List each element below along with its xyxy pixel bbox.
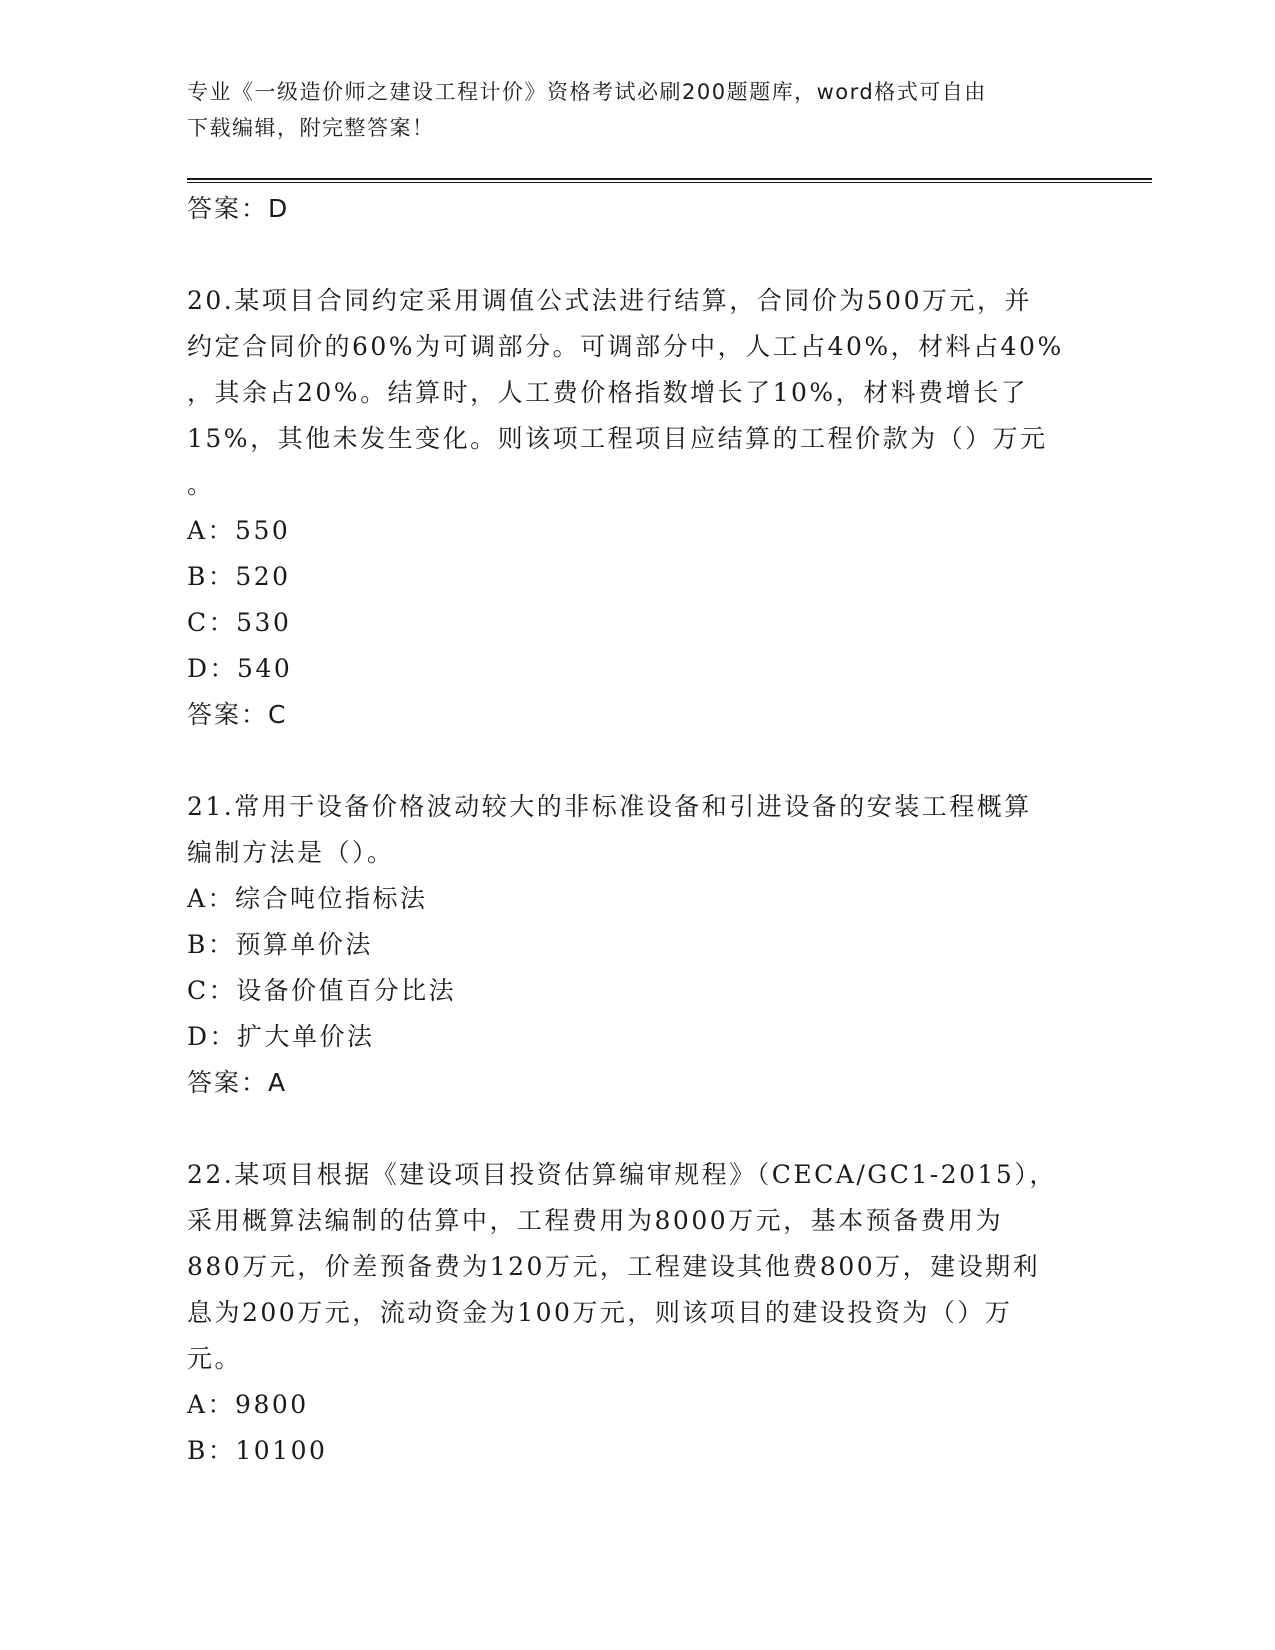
question-22: [187, 1152, 1087, 1474]
question-text-line: ，其余占20%。结算时，人工费价格指数增长了10%，材料费增长了: [187, 378, 1029, 407]
option-a: A：9800: [187, 1390, 309, 1419]
question-answer: [187, 1060, 1087, 1106]
question-text-line: 。: [187, 470, 215, 499]
spacer: [187, 232, 1087, 278]
question-text-line: 息为200万元，流动资金为100万元，则该项目的建设投资为（）万: [187, 1298, 1013, 1327]
answer-label: 答案：: [187, 700, 269, 729]
page-header: [187, 74, 1067, 146]
question-text-line: 21.常用于设备价格波动较大的非标准设备和引进设备的安装工程概算: [187, 792, 1032, 821]
question-text-line: 15%，其他未发生变化。则该项工程项目应结算的工程价款为（）万元: [187, 424, 1048, 453]
option-a: A：550: [187, 516, 291, 545]
question-text-line: 880万元，价差预备费为120万元，工程建设其他费800万，建设期利: [187, 1252, 1041, 1281]
option-a: A：综合吨位指标法: [187, 884, 428, 913]
question-text-line: 22.某项目根据《建设项目投资估算编审规程》（CECA/GC1-2015），: [187, 1160, 1057, 1189]
previous-answer: [187, 186, 1087, 232]
option-c: C：530: [187, 608, 292, 637]
header-title-line-1: 专业《一级造价师之建设工程计价》资格考试必刷200题题库，word格式可自由: [187, 80, 987, 104]
question-21: [187, 784, 1087, 1106]
spacer: [187, 738, 1087, 784]
answer-label: 答案：: [187, 1068, 269, 1097]
option-b: B：520: [187, 562, 291, 591]
spacer: [187, 1106, 1087, 1152]
question-text-line: 编制方法是（）。: [187, 838, 395, 867]
option-d: D：540: [187, 654, 293, 683]
question-text-line: 元。: [187, 1344, 243, 1373]
option-b: B：10100: [187, 1436, 328, 1465]
option-c: C：设备价值百分比法: [187, 976, 457, 1005]
answer-label: 答案：: [187, 194, 269, 223]
question-text-line: 约定合同价的60%为可调部分。可调部分中，人工占40%，材料占40%: [187, 332, 1064, 361]
header-title-line-2: 下载编辑，附完整答案！: [187, 116, 435, 140]
option-b: B：预算单价法: [187, 930, 373, 959]
option-d: D：扩大单价法: [187, 1022, 375, 1051]
question-text-line: 20.某项目合同约定采用调值公式法进行结算，合同价为500万元，并: [187, 286, 1032, 315]
question-20: [187, 278, 1087, 738]
question-answer: [187, 692, 1087, 738]
question-text-line: 采用概算法编制的估算中，工程费用为8000万元，基本预备费用为: [187, 1206, 1004, 1235]
header-divider: [187, 178, 1152, 183]
answer-value: A: [268, 1068, 288, 1097]
answer-value: C: [268, 700, 288, 729]
document-content: [187, 186, 1087, 1474]
answer-value: D: [268, 194, 290, 223]
